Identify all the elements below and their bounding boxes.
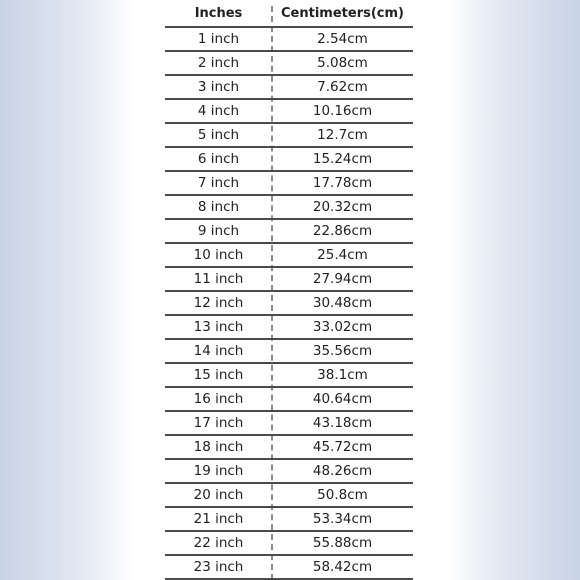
inches-cell: 6 inch bbox=[197, 151, 240, 167]
table-row bbox=[165, 124, 413, 148]
centimeters-cell: 5.08cm bbox=[317, 55, 368, 71]
inches-cell: 8 inch bbox=[197, 199, 240, 215]
table-row bbox=[165, 484, 413, 508]
centimeters-cell: 22.86cm bbox=[312, 223, 373, 239]
centimeters-cell: 7.62cm bbox=[317, 79, 368, 95]
table-row bbox=[165, 436, 413, 460]
header-centimeters: Centimeters(cm) bbox=[281, 5, 404, 21]
table-row bbox=[165, 364, 413, 388]
centimeters-cell: 45.72cm bbox=[312, 439, 373, 455]
table-row bbox=[165, 532, 413, 556]
table-row bbox=[165, 412, 413, 436]
inches-cell: 1 inch bbox=[197, 31, 240, 47]
centimeters-cell: 33.02cm bbox=[312, 319, 373, 335]
table-row bbox=[165, 244, 413, 268]
centimeters-cell: 43.18cm bbox=[312, 415, 373, 431]
centimeters-cell: 38.1cm bbox=[317, 367, 368, 383]
centimeters-cell: 20.32cm bbox=[312, 199, 373, 215]
inches-cell: 12 inch bbox=[193, 295, 244, 311]
centimeters-cell: 40.64cm bbox=[312, 391, 373, 407]
table-row bbox=[165, 52, 413, 76]
table-row bbox=[165, 316, 413, 340]
inches-cell: 22 inch bbox=[193, 535, 244, 551]
table-row bbox=[165, 172, 413, 196]
inches-cell: 4 inch bbox=[197, 103, 240, 119]
inches-cell: 15 inch bbox=[193, 367, 244, 383]
inches-cell: 5 inch bbox=[197, 127, 240, 143]
centimeters-cell: 15.24cm bbox=[312, 151, 373, 167]
table-body bbox=[165, 28, 413, 580]
centimeters-cell: 27.94cm bbox=[312, 271, 373, 287]
centimeters-cell: 12.7cm bbox=[317, 127, 368, 143]
table-row bbox=[165, 196, 413, 220]
table-row bbox=[165, 28, 413, 52]
inches-cell: 13 inch bbox=[193, 319, 244, 335]
inches-cell: 19 inch bbox=[193, 463, 244, 479]
centimeters-cell: 2.54cm bbox=[317, 31, 368, 47]
inches-cell: 20 inch bbox=[193, 487, 244, 503]
inches-cell: 21 inch bbox=[193, 511, 244, 527]
header-inches: Inches bbox=[194, 5, 243, 21]
table-row bbox=[165, 100, 413, 124]
inches-cell: 9 inch bbox=[197, 223, 240, 239]
table-row bbox=[165, 148, 413, 172]
table-row bbox=[165, 388, 413, 412]
centimeters-cell: 50.8cm bbox=[317, 487, 368, 503]
table-row bbox=[165, 220, 413, 244]
inches-cell: 11 inch bbox=[193, 271, 244, 287]
centimeters-cell: 48.26cm bbox=[312, 463, 373, 479]
inches-cell: 16 inch bbox=[193, 391, 244, 407]
table-row bbox=[165, 508, 413, 532]
inches-cell: 14 inch bbox=[193, 343, 244, 359]
table-row bbox=[165, 292, 413, 316]
conversion-table bbox=[165, 0, 413, 580]
table-row bbox=[165, 268, 413, 292]
inches-cell: 2 inch bbox=[197, 55, 240, 71]
table-header-row bbox=[165, 0, 413, 28]
inches-cell: 10 inch bbox=[193, 247, 244, 263]
centimeters-cell: 35.56cm bbox=[312, 343, 373, 359]
table-row bbox=[165, 556, 413, 580]
centimeters-cell: 58.42cm bbox=[312, 559, 373, 575]
table-row bbox=[165, 340, 413, 364]
centimeters-cell: 25.4cm bbox=[317, 247, 368, 263]
inches-cell: 23 inch bbox=[193, 559, 244, 575]
centimeters-cell: 53.34cm bbox=[312, 511, 373, 527]
inches-cell: 7 inch bbox=[197, 175, 240, 191]
inches-cell: 3 inch bbox=[197, 79, 240, 95]
centimeters-cell: 55.88cm bbox=[312, 535, 373, 551]
inches-cell: 17 inch bbox=[193, 415, 244, 431]
centimeters-cell: 10.16cm bbox=[312, 103, 373, 119]
inches-cell: 18 inch bbox=[193, 439, 244, 455]
table-row bbox=[165, 76, 413, 100]
centimeters-cell: 17.78cm bbox=[312, 175, 373, 191]
table-row bbox=[165, 460, 413, 484]
centimeters-cell: 30.48cm bbox=[312, 295, 373, 311]
